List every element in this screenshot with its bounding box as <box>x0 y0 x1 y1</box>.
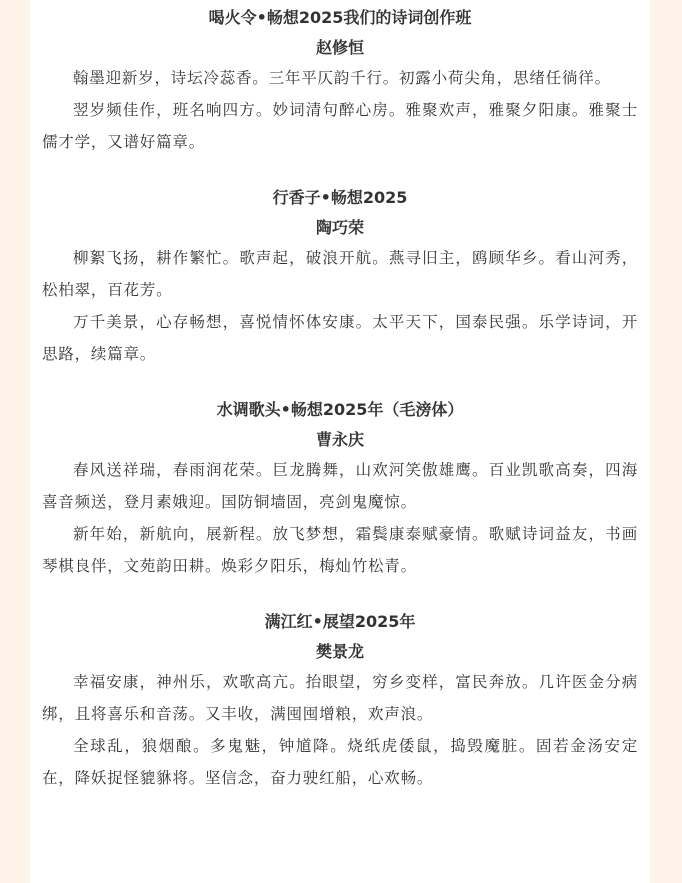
poem-2 <box>42 186 638 370</box>
poem-title: 喝火令•畅想2025我们的诗词创作班 <box>208 8 472 27</box>
poem-author: 曹永庆 <box>315 430 364 449</box>
poem-stanza: 柳絮飞扬，耕作繁忙。歌声起，破浪开航。燕寻旧主，鸥顾华乡。看山河秀，松柏翠，百花芳。 <box>42 249 638 299</box>
poem-stanza: 新年始，新航向，展新程。放飞梦想，霜鬓康泰赋豪情。歌赋诗词益友，书画琴棋良伴，文苑韵田耕。焕彩夕阳乐，梅灿竹松青。 <box>42 525 638 575</box>
poem-4 <box>42 610 638 794</box>
poem-author: 陶巧荣 <box>315 218 364 237</box>
article-body <box>30 0 650 883</box>
poem-author: 赵修恒 <box>315 38 364 57</box>
poem-3 <box>42 398 638 582</box>
poem-title: 行香子•畅想2025 <box>272 188 408 207</box>
poem-stanza: 幸福安康，神州乐，欢歌高亢。抬眼望，穷乡变样，富民奔放。几许医金分病绑，且将喜乐和音荡。又丰收，满囤囤增粮，欢声浪。 <box>42 673 638 723</box>
poem-stanza: 翰墨迎新岁，诗坛冷蕊香。三年平仄韵千行。初露小荷尖角，思绪任徜徉。 <box>73 69 611 87</box>
poem-stanza: 全球乱，狼烟酿。多鬼魅，钟馗降。烧纸虎倭鼠，捣毁魔脏。固若金汤安定在，降妖捉怪貔貅将。坚信念，奋力驶红船，心欢畅。 <box>42 737 638 787</box>
poem-author: 樊景龙 <box>315 642 364 661</box>
poem-title: 满江红•展望2025年 <box>264 612 416 631</box>
poem-title: 水调歌头•畅想2025年（毛滂体） <box>216 400 464 419</box>
poem-stanza: 翌岁频佳作，班名响四方。妙词清句醉心房。雅聚欢声，雅聚夕阳康。雅聚士儒才学，又谱好篇章。 <box>42 101 638 151</box>
poem-stanza: 春风送祥瑞，春雨润花荣。巨龙腾舞，山欢河笑傲雄鹰。百业凯歌高奏，四海喜音频送，登月素娥迎。国防铜墙固，亮剑鬼魔惊。 <box>42 461 638 511</box>
poem-1 <box>42 6 638 158</box>
poem-stanza: 万千美景，心存畅想，喜悦情怀体安康。太平天下，国泰民强。乐学诗词，开思路，续篇章。 <box>42 313 638 363</box>
